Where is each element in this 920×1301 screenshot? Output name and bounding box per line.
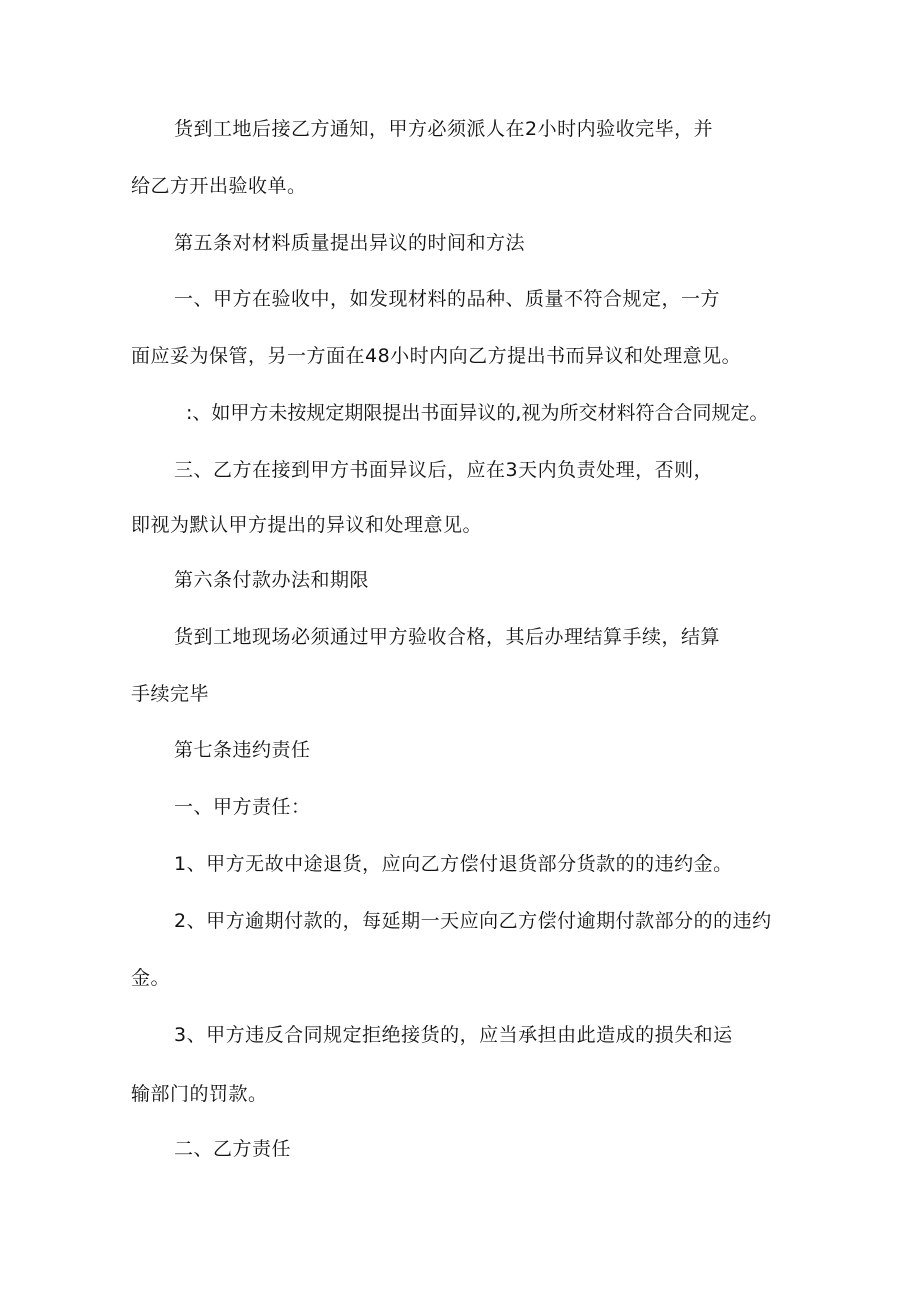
paragraph-line: 一、甲方在验收中，如发现材料的品种、质量不符合规定，一方 [174, 288, 721, 310]
paragraph-line: 输部门的罚款。 [131, 1083, 268, 1105]
paragraph-line: 金。 [131, 967, 171, 989]
paragraph-line: 三、乙方在接到甲方书面异议后，应在3天内负责处理，否则， [174, 459, 714, 481]
paragraph-line: 手续完毕 [131, 683, 210, 705]
paragraph-line: 3、甲方违反合同规定拒绝接货的，应当承担由此造成的损失和运 [174, 1024, 733, 1046]
section-heading: 第七条违约责任 [174, 739, 311, 761]
paragraph-line: :、如甲方未按规定期限提出书面异议的,视为所交材料符合合同规定。 [186, 402, 769, 424]
paragraph-line: 给乙方开出验收单。 [131, 175, 307, 197]
section-heading: 第六条付款办法和期限 [174, 569, 370, 591]
paragraph-line: 货到工地现场必须通过甲方验收合格，其后办理结算手续，结算 [174, 626, 721, 648]
paragraph-line: 2、甲方逾期付款的，每延期一天应向乙方偿付逾期付款部分的的违约 [174, 910, 772, 932]
paragraph-line: 二、乙方责任 [174, 1138, 292, 1160]
paragraph-line: 面应妥为保管，另一方面在48小时内向乙方提出书而异议和处理意见。 [131, 345, 742, 367]
paragraph-line: 即视为默认甲方提出的异议和处理意见。 [131, 514, 483, 536]
paragraph-line: 货到工地后接乙方通知，甲方必须派人在2小时内验收完毕，并 [174, 118, 714, 140]
paragraph-line: 1、甲方无故中途退货，应向乙方偿付退货部分货款的的违约金。 [174, 853, 733, 875]
section-heading: 第五条对材料质量提出异议的时间和方法 [174, 232, 526, 254]
paragraph-line: 一、甲方责任： [174, 796, 311, 818]
